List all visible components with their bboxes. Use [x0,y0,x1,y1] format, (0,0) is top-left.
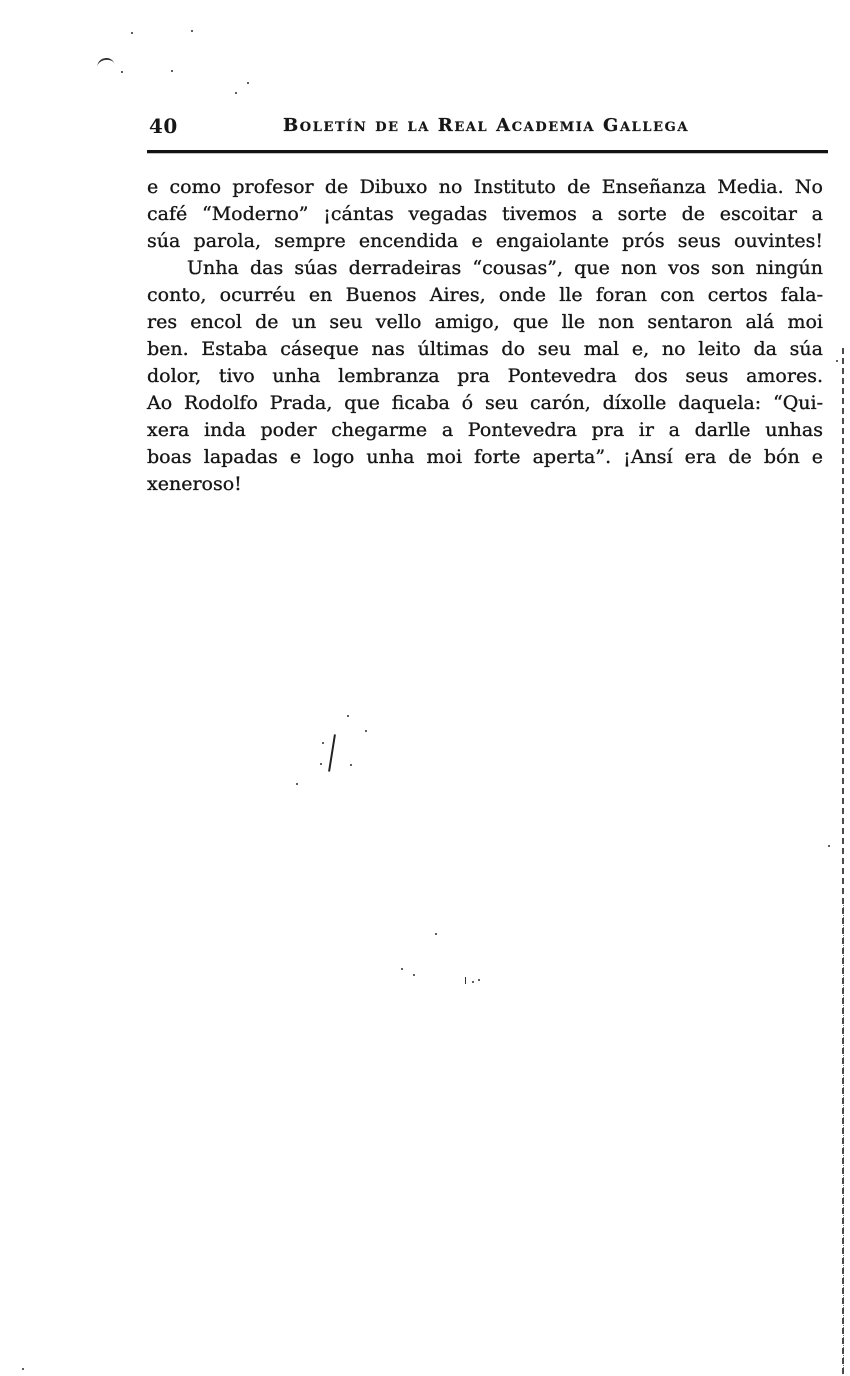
text-line: Unha das súas derradeiras “cousas”, que non vos son ningún [187,257,823,279]
text-line: dolor, tivo unha lembranza pra Pontevedra dos seus amores. [147,365,823,387]
dust-speck [247,82,249,84]
dust-speck [836,360,838,362]
page-number: 40 [149,114,178,138]
dust-speck [347,715,349,717]
journal-title: Boletín de la Real Academia Gallega [282,115,690,136]
text-line: e como profesor de Dibuxo no Instituto de Enseñanza Media. No [147,176,823,198]
text-line: ben. Estaba cáseque nas últimas do seu mal e, no leito da súa [147,338,823,360]
text-line: Ao Rodolfo Prada, que ficaba ó seu carón, díxolle daquela: “Qui- [147,392,823,414]
dust-speck [472,981,474,983]
header-rule [147,150,828,153]
dust-speck [22,1368,24,1370]
dust-speck [401,968,403,970]
dust-speck [828,845,830,847]
pen-dash-artifact [96,57,114,69]
dust-speck [322,742,324,744]
text-line: xera inda poder chegarme a Pontevedra pra ir a darlle unhas [147,419,823,441]
page-header [147,112,825,142]
dust-speck [350,764,352,766]
dust-speck [435,933,437,935]
text-line: súa parola, sempre encendida e engaiolante prós seus ouvintes! [147,230,823,252]
dust-speck [296,783,298,785]
tick-scan-artifact [465,977,466,984]
text-line: café “Moderno” ¡cántas vegadas tivemos a sorte de escoitar a [147,203,823,225]
slash-scan-artifact [328,734,336,772]
body-text [147,174,823,498]
dust-speck [320,763,322,765]
dust-speck [171,70,173,72]
text-line: res encol de un seu vello amigo, que lle non sentaron alá moi [147,311,823,333]
paragraph [147,174,823,255]
dust-speck [365,730,367,732]
dust-speck [235,92,237,94]
dust-speck [131,32,133,34]
paragraph [147,255,823,498]
dust-speck [413,974,415,976]
dust-speck [191,30,193,32]
dust-speck [478,979,480,981]
binding-edge-line-lower [843,900,844,1374]
text-line: boas lapadas e logo unha moi forte aperta”. ¡Ansí era de bón e [147,446,823,468]
text-line: xeneroso! [147,473,242,495]
dust-speck [121,71,123,73]
text-line: conto, ocurréu en Buenos Aires, onde lle foran con certos fala- [147,284,823,306]
